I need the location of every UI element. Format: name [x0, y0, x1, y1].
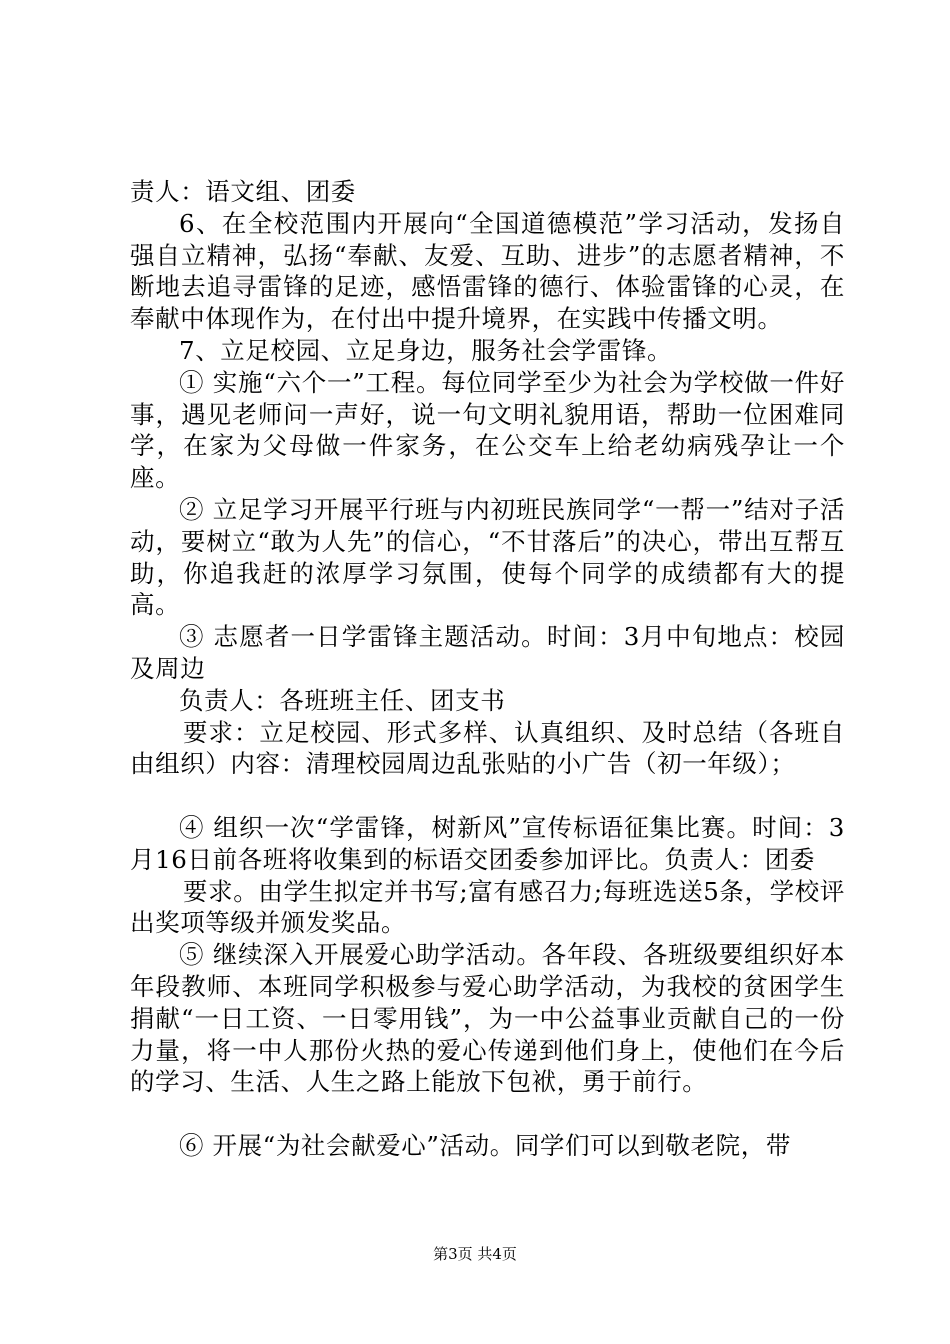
paragraph-sub-4: ④ 组织一次“学雷锋，树新风”宣传标语征集比赛。时间：3月16日前各班将收集到的标语交团委参加评比。负责人：团委: [130, 812, 845, 874]
paragraph-item-7: 7、立足校园、立足身边，服务社会学雷锋。: [179, 335, 673, 365]
paragraph-sub-2: ② 立足学习开展平行班与内初班民族同学“一帮一”结对子活动，要树立“敢为人先”的信心，“不甘落后”的决心，带出互帮互助，你追我赶的浓厚学习氛围，使每个同学的成绩都有大的提高。: [130, 494, 845, 620]
paragraph-sub-5: ⑤ 继续深入开展爱心助学活动。各年段、各班级要组织好本年段教师、本班同学积极参与爱心助学活动，为我校的贫困学生捐献“一日工资、一日零用钱”，为一中公益事业贡献自己的一份力量，将一中人那份火热的爱心传递到他们身上，使他们在今后的学习、生活、人生之路上能放下包袱，勇于前行。: [130, 940, 845, 1097]
paragraph-item-6: 6、在全校范围内开展向“全国道德模范”学习活动，发扬自强自立精神，弘扬“奉献、友爱、互助、进步”的志愿者精神，不断地去追寻雷锋的足迹，感悟雷锋的德行、体验雷锋的心灵，在奉献中体现作为，在付出中提升境界，在实践中传播文明。: [130, 208, 845, 334]
page-number-label: 第3页 共4页: [433, 1245, 517, 1263]
paragraph-sub-3: ③ 志愿者一日学雷锋主题活动。时间：3月中旬地点：校园及周边: [130, 622, 845, 683]
paragraph-sub-3-requirements: 要求：立足校园、形式多样、认真组织、及时总结（各班自由组织）内容：清理校园周边乱张贴的小广告（初一年级）；: [130, 717, 845, 779]
paragraph-responsible: 责人：语文组、团委: [130, 177, 356, 206]
paragraph-sub-1: ① 实施“六个一”工程。每位同学至少为社会为学校做一件好事，遇见老师问一声好，说一句文明礼貌用语，帮助一位困难同学，在家为父母做一件家务，在公交车上给老幼病残孕让一个座。: [130, 367, 845, 493]
paragraph-sub-4-requirements: 要求。由学生拟定并书写;富有感召力;每班选送5条，学校评出奖项等级并颁发奖品。: [130, 876, 845, 938]
paragraph-sub-3-responsible: 负责人：各班班主任、团支书: [179, 685, 506, 715]
paragraph-sub-6: ⑥ 开展“为社会献爱心”活动。同学们可以到敬老院，带: [179, 1130, 791, 1160]
document-body: [130, 176, 845, 1162]
page-footer: [0, 1244, 950, 1264]
